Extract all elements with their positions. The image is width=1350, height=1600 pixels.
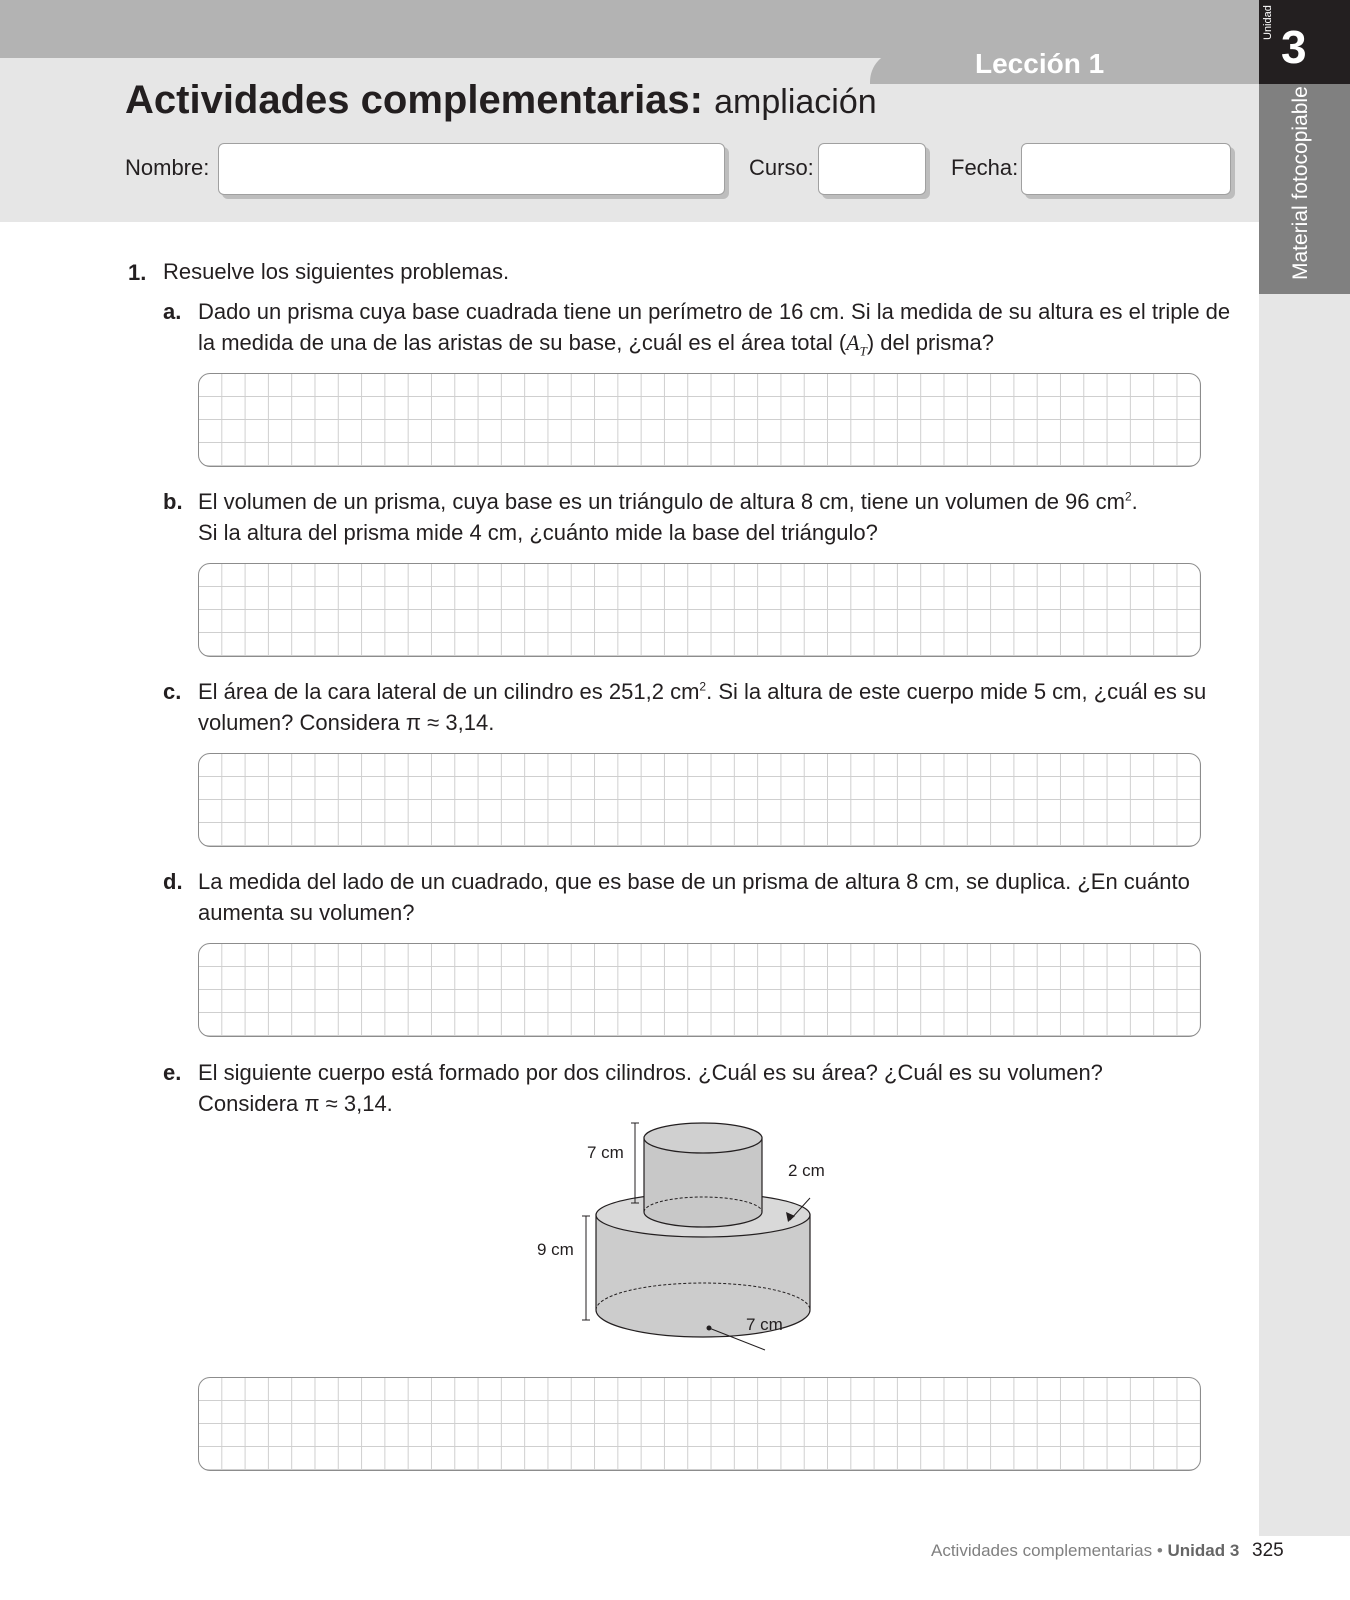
date-field[interactable] [1021,143,1231,195]
footer-text: Actividades complementarias • Unidad 3 [931,1541,1240,1560]
item-b-line1: El volumen de un prisma, cuya base es un triángulo de altura 8 cm, tiene un volumen de 96 $cm^2$. [198,489,1138,514]
item-letter-b: b. [163,489,183,514]
item-b-text [198,486,1138,548]
name-label: Nombre: [125,155,210,180]
photocopiable-label: Material fotocopiable [1289,86,1312,280]
item-letter-a: a. [163,299,182,324]
item-d-line1: La medida del lado de un cuadrado, que es base de un prisma de altura 8 cm, se duplica. ¿En cuánto [198,869,1190,894]
label-bottom-height: 9 cm [537,1240,574,1259]
exercise-instruction: Resuelve los siguientes problemas. [163,259,510,284]
item-c-line1: El área de la cara lateral de un cilindro es 251,2 $cm^2$. Si la altura de este cuerpo mide 5 cm, ¿cuál es su [198,679,1207,704]
page-title-sub: ampliación [714,83,877,121]
page-number: 325 [1252,1540,1284,1561]
item-b-line2: Si la altura del prisma mide 4 cm, ¿cuánto mide la base del triángulo? [198,520,878,545]
cylinders-figure [520,1120,840,1360]
answer-grid-a[interactable] [198,373,1201,467]
label-top-height: 7 cm [587,1143,624,1162]
label-bottom-radius: 7 cm [746,1315,783,1334]
item-d-line2: aumenta su volumen? [198,900,415,925]
item-c-text [198,676,1206,738]
item-a-text [198,296,1230,366]
answer-grid-b[interactable] [198,563,1201,657]
answer-grid-d[interactable] [198,943,1201,1037]
item-a-line1: Dado un prisma cuya base cuadrada tiene un perímetro de 16 cm. Si la medida de su altura es el triple de [198,299,1231,324]
page-title [125,78,877,123]
course-label: Curso: [749,155,814,180]
item-e-text [198,1057,1103,1119]
item-letter-d: d. [163,869,183,894]
item-c-line2: volumen? Considera π ≈ 3,14. [198,710,495,735]
item-d-text [198,866,1190,928]
unit-number: 3 [1281,21,1307,73]
answer-grid-c[interactable] [198,753,1201,847]
top-cylinder-top [644,1123,762,1153]
date-label: Fecha: [951,155,1019,180]
name-field[interactable] [218,143,725,195]
label-top-radius: 2 cm [788,1161,825,1180]
item-letter-e: e. [163,1060,182,1085]
course-field[interactable] [818,143,926,195]
page-title-main: Actividades complementarias: [125,78,703,122]
item-e-line1: El siguiente cuerpo está formado por dos cilindros. ¿Cuál es su área? ¿Cuál es su volumen? [198,1060,1103,1085]
unit-small-label: Unidad [1262,5,1274,40]
exercise-number: 1. [128,260,147,285]
item-a-line2: la medida de una de las aristas de su base, ¿cuál es el área total $(A_T)$ del prisma? [198,330,994,359]
lesson-label: Lección 1 [975,48,1105,79]
answer-grid-e[interactable] [198,1377,1201,1471]
item-letter-c: c. [163,679,182,704]
item-e-line2: Considera π ≈ 3,14. [198,1091,393,1116]
